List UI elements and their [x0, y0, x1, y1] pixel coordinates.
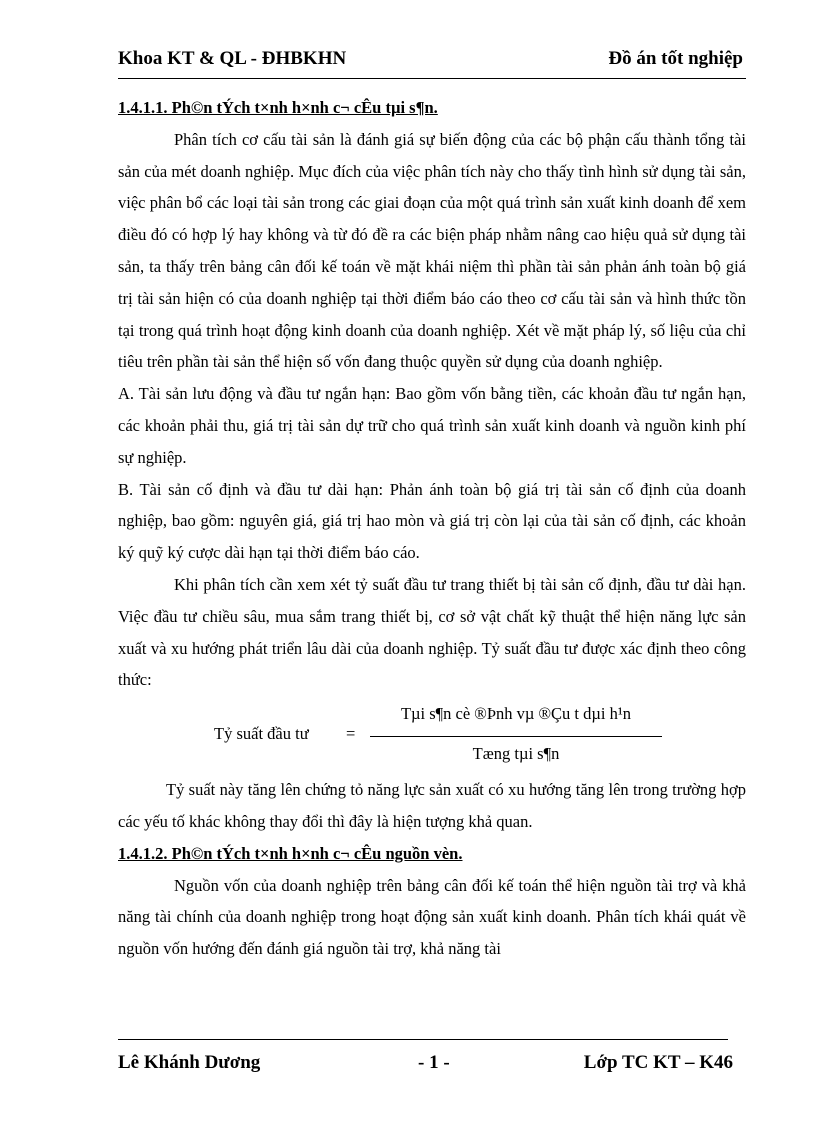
page-content — [118, 92, 746, 965]
footer-author: Lê Khánh Dương — [118, 1052, 261, 1073]
section-heading-assets: 1.4.1.1. Ph©n tÝch t×nh h×nh c¬ cÊu tµi s¶n. — [118, 98, 438, 117]
section-heading-capital: 1.4.1.2. Ph©n tÝch t×nh h×nh c¬ cÊu nguồn vèn. — [118, 843, 463, 863]
footer-divider — [118, 1039, 728, 1040]
formula-numerator: Tµi s¶n cè ®Þnh vµ ®Çu t dµi h¹n — [400, 704, 632, 724]
header-doc-type: Đồ án tốt nghiệp — [608, 48, 743, 69]
page-footer — [118, 1052, 733, 1080]
formula-equals: = — [346, 724, 356, 744]
paragraph-current-assets: A. Tài sản lưu động và đầu tư ngắn hạn: Bao gồm vốn bằng tiền, các khoản đầu tư ngắn hạn, các khoản phải thu, giá trị tài sản dự trữ cho quá trình sản xuất kinh doanh và nguồn kinh phí sự nghiệp. — [118, 384, 746, 467]
footer-class: Lớp TC KT – K46 — [583, 1052, 733, 1073]
paragraph-asset-structure: Phân tích cơ cấu tài sản là đánh giá sự biến động của các bộ phận cấu thành tổng tài sản của mét doanh nghiệp. Mục đích của việc phân tích này cho thấy tình hình sử dụng tài sản, việc phân bổ các loại tài sản trong các giai đoạn của một quá trình sản xuất kinh doanh để xem điều đó có hợp lý hay không và từ đó đề ra các biện pháp nhằm nâng cao hiệu quả sử dụng tài sản, ta thấy trên bảng cân đối kế toán về mặt khái niệm thì phần tài sản phản ánh toàn bộ giá trị tài sản hiện có của doanh nghiệp tại thời điểm báo cáo theo cơ cấu tài sản và hình thức tồn tại trong quá trình hoạt động kinh doanh của doanh nghiệp. Xét về mặt pháp lý, số liệu của chỉ tiêu trên phần tài sản thể hiện số vốn đang thuộc quyền sử dụng của doanh nghiệp. — [118, 129, 746, 372]
paragraph-investment-ratio: Khi phân tích cần xem xét tỷ suất đầu tư trang thiết bị tài sản cố định, đầu tư dài hạn. Việc đầu tư chiều sâu, mua sắm trang thiết bị, cơ sở vật chất kỹ thuật thể hiện năng lực sản xuất và xu hướng phát triển lâu dài của doanh nghiệp. Tỷ suất đầu tư được xác định theo công thức: — [118, 574, 746, 690]
paragraph-fixed-assets: B. Tài sản cố định và đầu tư dài hạn: Phản ánh toàn bộ giá trị tài sản cố định của doanh nghiệp, bao gồm: nguyên giá, giá trị hao mòn và giá trị còn lại của tài sản cố định, các khoản ký quỹ ký cược dài hạn tại thời điểm báo cáo. — [118, 479, 746, 563]
header-faculty: Khoa KT & QL - ĐHBKHN — [118, 48, 347, 69]
paragraph-ratio-conclusion: Tỷ suất này tăng lên chứng tỏ năng lực sản xuất có xu hướng tăng lên trong trường hợp các yếu tố khác không thay đổi thì đây là hiện tượng khả quan. — [118, 780, 746, 831]
paragraph-capital-sources: Nguồn vốn của doanh nghiệp trên bảng cân đối kế toán thể hiện nguồn tài trợ và khả năng tài chính của doanh nghiệp trong hoạt động sản xuất kinh doanh. Phân tích khái quát về nguồn vốn hướng đến đánh giá nguồn tài trợ, khả năng tài — [118, 875, 746, 959]
investment-ratio-formula — [118, 696, 746, 774]
formula-denominator: Tæng tµi s¶n — [472, 744, 560, 764]
header-divider — [118, 78, 746, 79]
formula-lhs: Tỷ suất đầu tư — [214, 724, 309, 744]
page-header — [118, 48, 743, 76]
footer-page-number: - 1 - — [418, 1052, 450, 1073]
formula-fraction-bar — [370, 736, 662, 737]
